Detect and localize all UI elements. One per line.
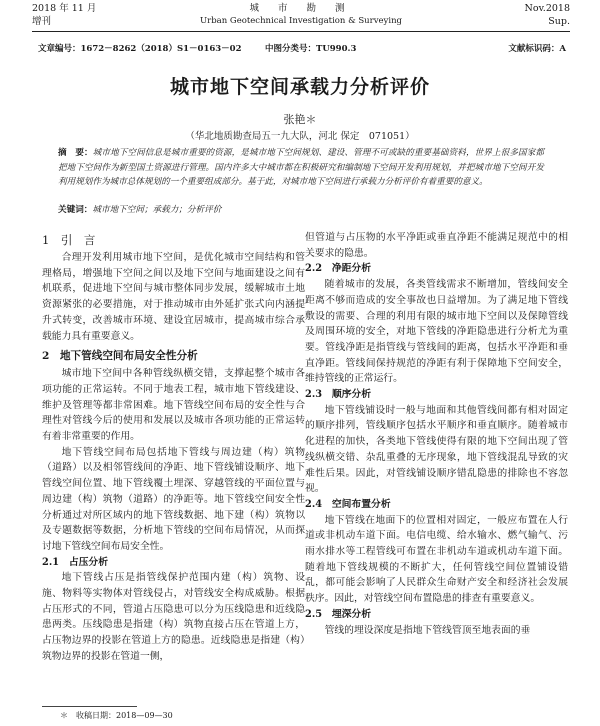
footnote-rule	[42, 706, 137, 707]
paragraph: 合理开发利用城市地下空间，是优化城市空间结构和管理格局，增强地下空间之间以及地下空间与地面建设之间有机联系，促进地下空间与城市整体同步发展，缓解城市土地资源紧张的必要措施，对于推动城市由外延扩张式向内涵提升式转变，改善城市环境、建设宜居城市，提高城市综合承载能力具有重要意义。	[42, 252, 305, 342]
paragraph: 地下管线占压是指管线保护范围内建（构）筑物、设施、物料等实物体对管线侵占，对管线安全构成威胁。根据占压形式的不同，管道占压隐患可以分为压线隐患和近线隐患两类。压线隐患是指建（构）筑物直接占压在管道上方，占压物边界的投影在管道上方的隐患。近线隐患是指建（构）筑物边界的投影在管道一侧，	[42, 572, 305, 662]
paragraph: 地下管线在地面下的位置相对固定，一般应布置在人行道或非机动车道下面。电信电缆、给水输水、燃气输气、污雨水排水等工程管线可布置在非机动车道或机动车道下面。随着地下管线规模的不断扩大，任何管线空间位置铺设错乱，都可能会影响了人民群众生命财产安全和经济社会发展秩序。因此，对管线空间布置隐患的排查有重要意义。	[305, 514, 568, 605]
left-column	[42, 230, 305, 665]
affiliation: （华北地质勘查局五一九大队，河北 保定 071051）	[185, 131, 415, 142]
journal-name-cn: 城 市 勘 测	[249, 3, 353, 14]
paragraph: 随着城市的发展，各类管线需求不断增加，管线间安全距离不够而造成的安全事故也日益增加。为了满足地下管线敷设的需要、合理的利用有限的城市地下空间以及保障管线及周围环境的安全，对地下管线的净距隐患进行分析尤为重要。管线净距是指管线与管线间的距离，包括水平净距和垂直净距。管线间保持规范的净距有利于保障地下空间安全，维持管线的正常运行。	[305, 279, 568, 385]
paragraph: 城市地下空间中各种管线纵横交错，支撑起整个城市各项功能的正常运转。不同于地表工程，城市地下管线建设、维护及管理等都非常困难。地下管线空间布局的安全性与合理性对管线今后的使用和发展以及城市各项功能的正常运转有着非常重要的作用。	[42, 368, 305, 443]
paragraph: 地下管线空间布局包括地下管线与周边建（构）筑物（道路）以及相邻管线间的净距、地下管线铺设顺序、地下管线空间位置、地下管线覆土埋深、穿越管线的平面位置与周边建（构）筑物（道路）的净距等。地下管线空间安全性分析通过对所区域内的地下管线数据、地下建（构）筑物以及专题数据等数据，分析地下管线的空间布局情况，从而探讨地下管线空间布局安全性。	[42, 446, 305, 552]
paragraph: 管线的埋设深度是指地下管线管顶至地表面的垂	[324, 624, 531, 636]
classification-number: 中图分类号：TU990.3	[265, 44, 357, 54]
header-issue: 增刊	[32, 16, 52, 27]
subsection-heading-spatial: 2.4 空间布置分析	[305, 498, 391, 510]
article-meta	[38, 42, 566, 56]
abstract-text: 城市地下空间信息是城市重要的资源，是城市地下空间规划、建设、管理不可或缺的重要基础资料，世界上很多国家都把地下空间作为新型国土资源进行管理。国内许多大中城市都在积极研究和编制地下空间开发利用规划，并把城市地下空间开发利用规划作为城市总体规划的一个重要组成部分。基于此，对城市地下空间进行承载力分析评价有着重要的意义。	[58, 148, 544, 187]
footnote: ＊ 收稿日期：2018—09—30	[60, 711, 173, 720]
section-heading-intro: 1 引 言	[42, 233, 96, 247]
keywords	[58, 203, 544, 217]
running-header	[32, 2, 570, 32]
header-rule	[32, 31, 570, 32]
journal-name-en: Urban Geotechnical Investigation & Surveying	[200, 16, 402, 26]
header-center	[32, 2, 570, 28]
header-right	[525, 2, 570, 28]
subsection-heading-order: 2.3 顺序分析	[305, 389, 372, 401]
paragraph: 但管道与占压物的水平净距或垂直净距不能满足规范中的相关要求的隐患。	[305, 232, 568, 259]
paper-title: 城市地下空间承载力分析评价	[169, 76, 430, 98]
right-column	[305, 230, 568, 638]
document-code: 文献标识码：A	[508, 44, 566, 54]
keywords-text: 城市地下空间；承载力；分析评价	[92, 205, 222, 215]
subsection-heading-clearance: 2.2 净距分析	[305, 263, 372, 275]
subsection-heading-depth: 2.5 埋深分析	[305, 608, 372, 620]
header-date: 2018 年 11 月	[32, 3, 97, 14]
abstract	[58, 146, 544, 190]
abstract-label: 摘 要：	[58, 148, 93, 158]
header-date-en: Nov.2018	[524, 3, 570, 14]
article-number: 文章编号：1672－8262（2018）S1－0163－02	[38, 44, 242, 54]
header-issue-en: Sup.	[548, 16, 570, 27]
keywords-label: 关键词：	[58, 205, 93, 215]
section-heading-layout-safety: 2 地下管线空间布局安全性分析	[42, 350, 198, 363]
paragraph: 地下管线铺设时一般与地面和其他管线间都有相对固定的顺序排列，管线顺序包括水平顺序和垂直顺序。随着城市化进程的加快，各类地下管线使得有限的地下空间出现了管线纵横交错、杂乱重叠的无序现象，地下管线混乱导致的灾难性后果。因此，对管线铺设顺序错乱隐患的排除也不容忽视。	[305, 404, 568, 495]
author: 张艳＊	[283, 113, 317, 126]
subsection-heading-occupation: 2.1 占压分析	[42, 556, 109, 568]
